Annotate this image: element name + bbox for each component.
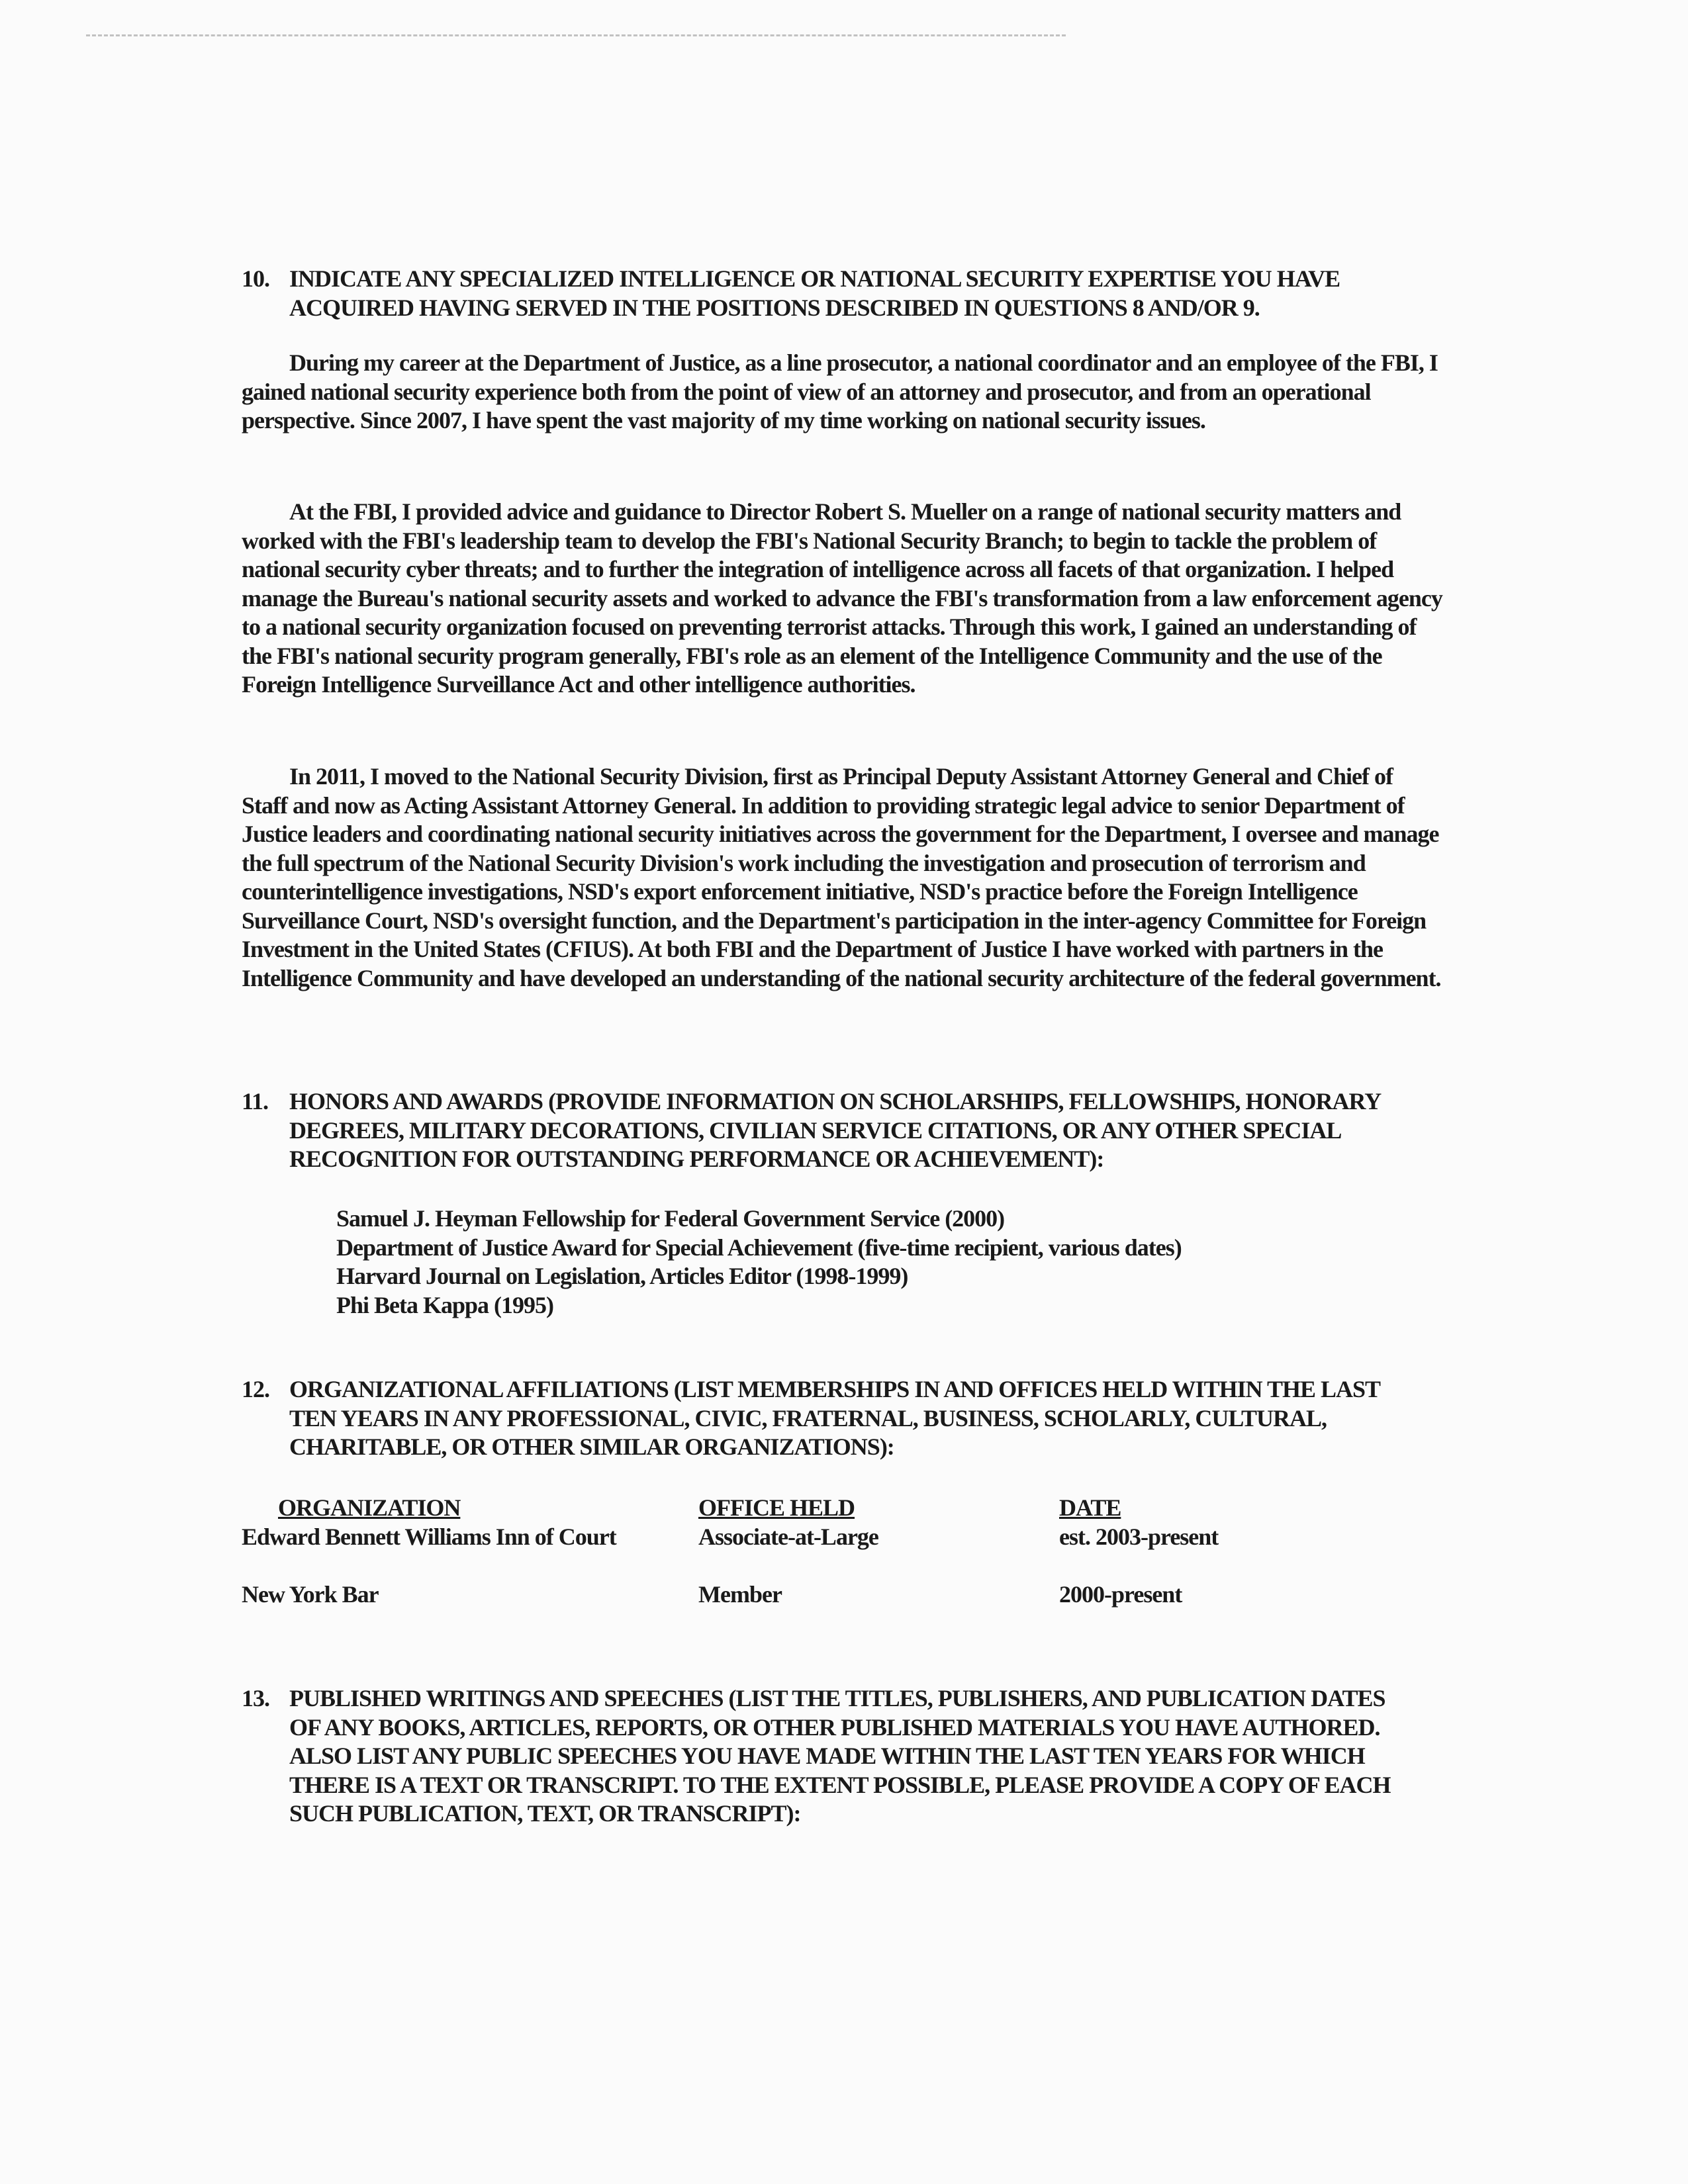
date-cell: 2000-present [1059, 1581, 1182, 1608]
organization-cell: Edward Bennett Williams Inn of Court [242, 1523, 616, 1550]
award-item: Department of Justice Award for Special Achievement (five-time recipient, various dates) [336, 1234, 1182, 1261]
column-header-date: DATE [1059, 1494, 1121, 1521]
question-number: 12. [242, 1376, 269, 1402]
question-12-heading [242, 1375, 1400, 1462]
question-10-heading [242, 265, 1433, 322]
question-title: INDICATE ANY SPECIALIZED INTELLIGENCE OR NATIONAL SECURITY EXPERTISE YOU HAVE ACQUIRED HAVING SERVED IN THE POSITIONS DESCRIBED IN QUESTIONS 8 AND/OR 9. [289, 265, 1340, 321]
q10-paragraph-3: In 2011, I moved to the National Security Division, first as Principal Deputy Assistant Attorney General and Chief of Staff and now as Acting Assistant Attorney General. In addition to providing strategic legal advice to senior Department of Justice leaders and coordinating national security initiatives across the government for the Department, I oversee and manage the full spectrum of the National Security Division's work including the investigation and prosecution of terrorism and counterintelligence investigations, NSD's export enforcement initiative, NSD's practice before the Foreign Intelligence Surveillance Court, NSD's oversight function, and the Department's participation in the inter-agency Committee for Foreign Investment in the United States (CFIUS). At both FBI and the Department of Justice I have worked with partners in the Intelligence Community and have developed an understanding of the national security architecture of the federal government. [242, 763, 1441, 991]
scan-artifact-line [86, 34, 1066, 36]
award-item: Samuel J. Heyman Fellowship for Federal Government Service (2000) [336, 1205, 1005, 1232]
column-header-organization: ORGANIZATION [278, 1494, 461, 1521]
question-13-heading [242, 1684, 1393, 1829]
question-title: HONORS AND AWARDS (PROVIDE INFORMATION ON SCHOLARSHIPS, FELLOWSHIPS, HONORARY DEGREES, MILITARY DECORATIONS, CIVILIAN SERVICE CITATIONS, OR ANY OTHER SPECIAL RECOGNITION FOR OUTSTANDING PERFORMANCE OR ACHIEVEMENT): [289, 1088, 1380, 1172]
question-title: PUBLISHED WRITINGS AND SPEECHES (LIST THE TITLES, PUBLISHERS, AND PUBLICATION DATES OF ANY BOOKS, ARTICLES, REPORTS, OR OTHER PUBLISHED MATERIALS YOU HAVE AUTHORED. ALSO LIST ANY PUBLIC SPEECHES YOU HAVE MADE WITHIN THE LAST TEN YEARS FOR WHICH THERE IS A TEXT OR TRANSCRIPT. TO THE EXTENT POSSIBLE, PLEASE PROVIDE A COPY OF EACH SUCH PUBLICATION, TEXT, OR TRANSCRIPT): [289, 1685, 1391, 1827]
affiliations-table [242, 1494, 1301, 1610]
question-number: 10. [242, 265, 269, 292]
table-row [242, 1523, 1301, 1552]
office-cell: Member [698, 1581, 782, 1608]
office-cell: Associate-at-Large [698, 1523, 878, 1550]
table-row [242, 1580, 1301, 1610]
question-number: 13. [242, 1685, 269, 1711]
question-number: 11. [242, 1088, 269, 1115]
question-title: ORGANIZATIONAL AFFILIATIONS (LIST MEMBERSHIPS IN AND OFFICES HELD WITHIN THE LAST TEN YEARS IN ANY PROFESSIONAL, CIVIC, FRATERNAL, BUSINESS, SCHOLARLY, CULTURAL, CHARITABLE, OR OTHER SIMILAR ORGANIZATIONS): [289, 1376, 1380, 1460]
table-header [242, 1494, 1301, 1523]
award-item: Phi Beta Kappa (1995) [336, 1291, 554, 1318]
award-item: Harvard Journal on Legislation, Articles Editor (1998-1999) [336, 1263, 908, 1289]
date-cell: est. 2003-present [1059, 1523, 1219, 1550]
q10-paragraph-2: At the FBI, I provided advice and guidance to Director Robert S. Mueller on a range of national security matters and worked with the FBI's leadership team to develop the FBI's National Security Branch; to begin to tackle the problem of national security cyber threats; and to further the integration of intelligence across all facets of that organization. I helped manage the Bureau's national security assets and worked to advance the FBI's transformation from a law enforcement agency to a national security organization focused on preventing terrorist attacks. Through this work, I gained an understanding of the FBI's national security program generally, FBI's role as an element of the Intelligence Community and the use of the Foreign Intelligence Surveillance Act and other intelligence authorities. [242, 498, 1442, 698]
question-11-heading [242, 1087, 1407, 1174]
q10-paragraph-1: During my career at the Department of Justice, as a line prosecutor, a national coordinator and an employee of the FBI, I gained national security experience both from the point of view of an attorney and prosecutor, and from an operational perspective. Since 2007, I have spent the vast majority of my time working on national security issues. [242, 349, 1438, 433]
awards-list [336, 1205, 1182, 1320]
organization-cell: New York Bar [242, 1581, 379, 1608]
column-header-office: OFFICE HELD [698, 1494, 855, 1521]
